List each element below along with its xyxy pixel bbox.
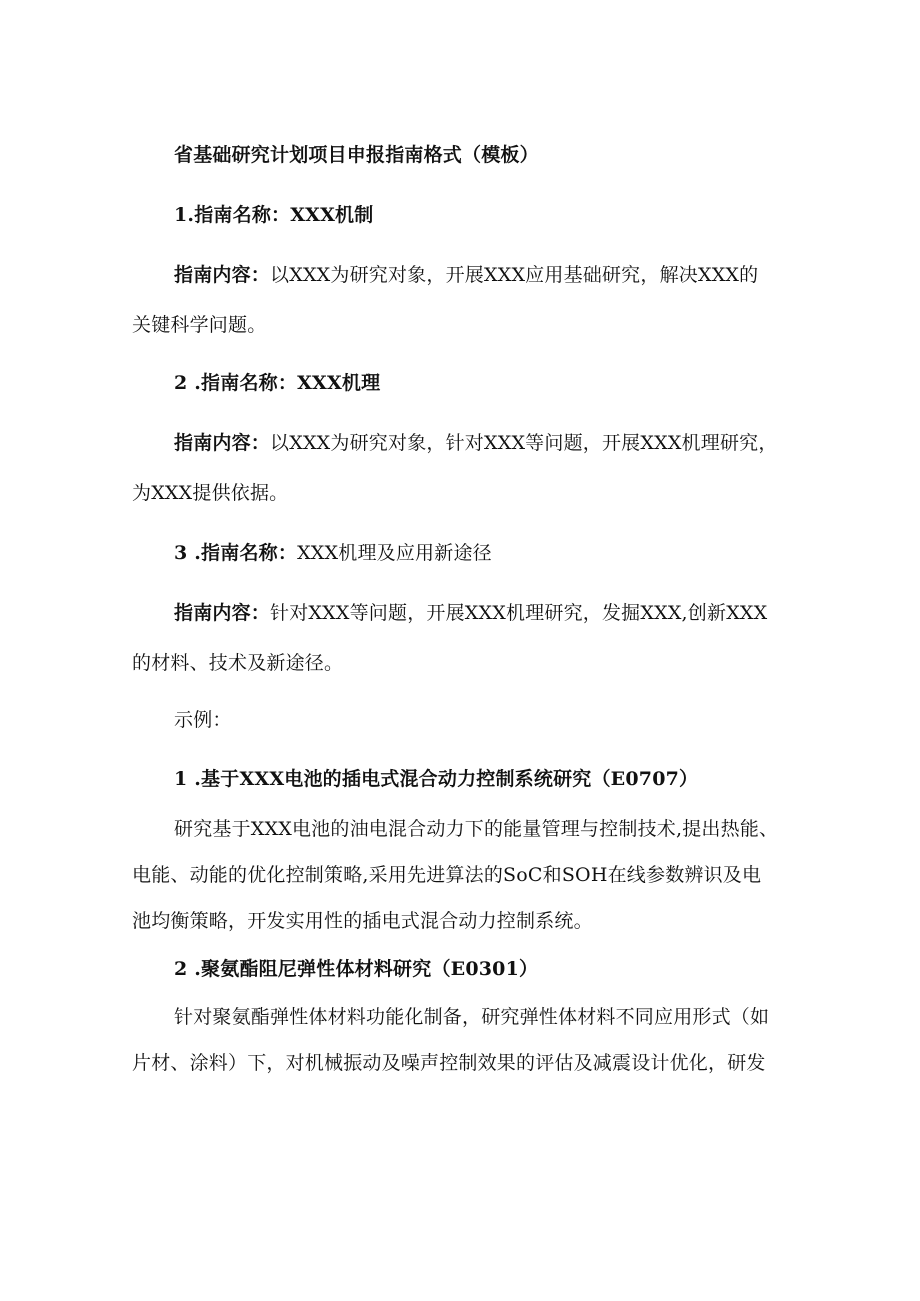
guide-2-content-line-1	[174, 431, 778, 455]
guide-2-content-line-2: 为XXX提供依据。	[132, 482, 289, 504]
guide-2-heading	[174, 371, 380, 395]
guide-1-content-label: 指南内容：	[174, 264, 271, 286]
guide-2-heading-prefix: 2 .指南名称：	[174, 372, 298, 394]
guide-2-content-text: 以XXX为研究对象，针对XXX等问题，开展XXX机理研究，	[270, 432, 778, 454]
guide-3-heading	[174, 541, 492, 565]
example-label: 示例：	[174, 709, 232, 731]
guide-3-content-label: 指南内容：	[174, 602, 271, 624]
document-title: 省基础研究计划项目申报指南格式（模板）	[174, 144, 539, 166]
example-1-heading: 1 .基于XXX电池的插电式混合动力控制系统研究（E0707）	[174, 768, 699, 790]
example-1-line-1: 研究基于XXX电池的油电混合动力下的能量管理与控制技术,提出热能、	[174, 818, 779, 840]
guide-3-content-line-1	[174, 601, 767, 625]
guide-2-content-label: 指南内容：	[174, 432, 271, 454]
guide-3-content-text: 针对XXX等问题，开展XXX机理研究，发掘XXX,创新XXX	[270, 602, 768, 624]
guide-3-content-line-2: 的材料、技术及新途径。	[132, 652, 344, 674]
guide-1-content-text: 以XXX为研究对象，开展XXX应用基础研究，解决XXX的	[270, 264, 759, 286]
guide-1-content-line-2: 关键科学问题。	[132, 314, 267, 336]
example-2-line-2: 片材、涂料）下，对机械振动及噪声控制效果的评估及减震设计优化，研发	[132, 1052, 766, 1074]
example-2-line-1: 针对聚氨酯弹性体材料功能化制备，研究弹性体材料不同应用形式（如	[174, 1006, 770, 1028]
example-2-heading: 2 .聚氨酯阻尼弹性体材料研究（E0301）	[174, 958, 539, 980]
guide-1-content-line-1	[174, 263, 758, 287]
guide-2-heading-name: XXX机理	[297, 372, 381, 394]
example-1-line-2: 电能、动能的优化控制策略,采用先进算法的SoC和SOH在线参数辨识及电	[132, 864, 762, 886]
example-1-line-3: 池均衡策略，开发实用性的插电式混合动力控制系统。	[132, 910, 593, 932]
guide-1-heading: 1.指南名称：XXX机制	[174, 204, 374, 226]
guide-3-heading-name: XXX机理及应用新途径	[297, 542, 492, 564]
guide-3-heading-prefix: 3 .指南名称：	[174, 542, 298, 564]
